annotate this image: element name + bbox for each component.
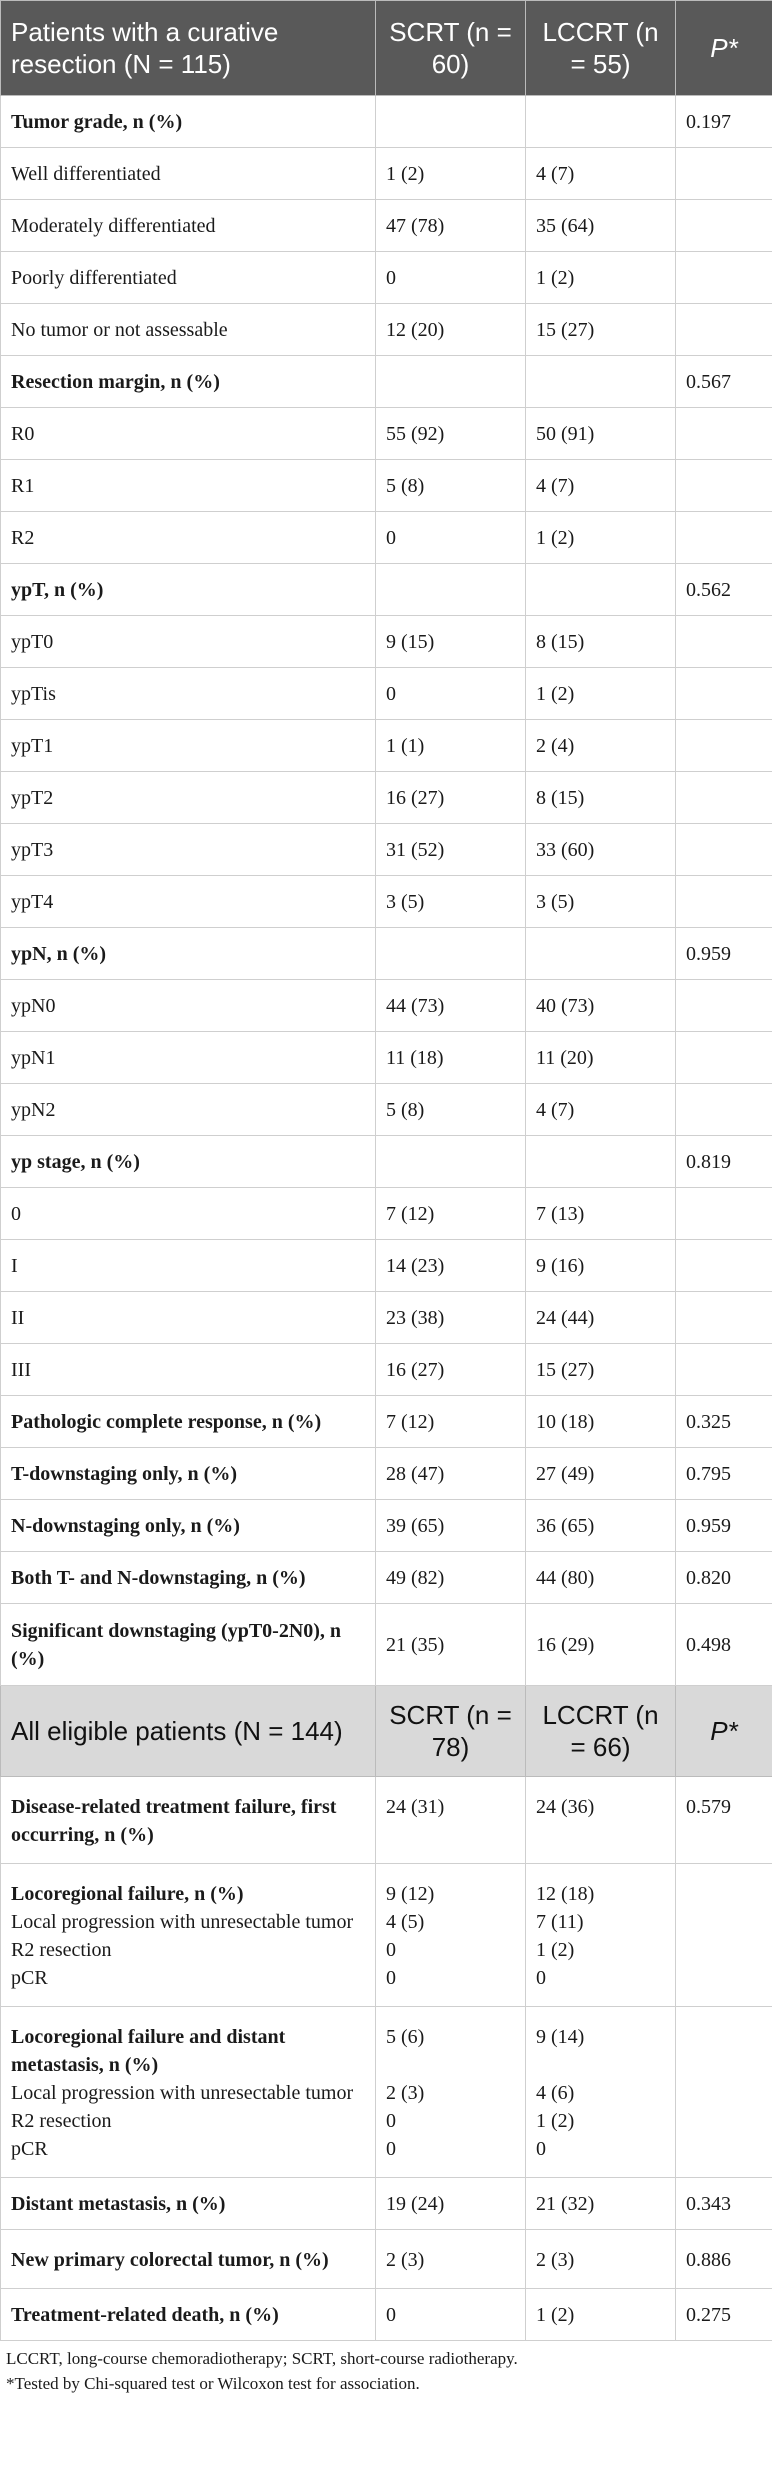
- lccrt-value: 1 (2): [526, 668, 676, 720]
- section1-body: [1, 96, 772, 1686]
- lccrt-value: 1 (2): [526, 252, 676, 304]
- table-row: [1, 1552, 772, 1604]
- table-row: [1, 668, 772, 720]
- table-row: [1, 1032, 772, 1084]
- lccrt-value: 4 (7): [526, 148, 676, 200]
- section2-header-group: All eligible patients (N = 144): [1, 1686, 376, 1777]
- section2-header-body: [1, 1686, 772, 1777]
- p-value: [676, 2178, 772, 2230]
- scrt-value: 5 (8): [376, 1084, 526, 1136]
- p-value: 0.795: [676, 1448, 772, 1500]
- sub-row-label: R2 resection: [11, 1939, 112, 1961]
- table-row: [1, 1777, 772, 1864]
- lccrt-main-value: 12 (18): [536, 1883, 595, 1905]
- lccrt-value: [526, 2007, 676, 2178]
- row-label: R0: [1, 408, 376, 460]
- scrt-value: 7 (12): [376, 1396, 526, 1448]
- table-row: [1, 96, 772, 148]
- row-label: Resection margin, n (%): [1, 356, 376, 408]
- lccrt-main-value: 2 (3): [536, 2249, 575, 2271]
- p-value: [676, 1240, 772, 1292]
- scrt-value: [376, 2289, 526, 2341]
- scrt-value: 0: [376, 512, 526, 564]
- p-value: [676, 512, 772, 564]
- p-value: [676, 1292, 772, 1344]
- table-row: [1, 512, 772, 564]
- sub-scrt-value: 2 (3): [386, 2082, 425, 2104]
- table-row: [1, 876, 772, 928]
- section2-header-row: [1, 1686, 772, 1777]
- table-row: [1, 1240, 772, 1292]
- p-value: [676, 252, 772, 304]
- row-label: [1, 2007, 376, 2178]
- table-row: [1, 200, 772, 252]
- lccrt-main-value: 21 (32): [536, 2192, 595, 2215]
- row-label: II: [1, 1292, 376, 1344]
- section2-header-p: P*: [676, 1686, 772, 1777]
- table-row: [1, 1864, 772, 2007]
- section1-header-scrt: SCRT (n = 60): [376, 1, 526, 96]
- sub-scrt-value: 0: [386, 1967, 396, 1989]
- row-label: N-downstaging only, n (%): [1, 1500, 376, 1552]
- lccrt-value: 8 (15): [526, 616, 676, 668]
- row-label: ypN0: [1, 980, 376, 1032]
- lccrt-value: 4 (7): [526, 1084, 676, 1136]
- scrt-value: 7 (12): [376, 1188, 526, 1240]
- table-row: [1, 252, 772, 304]
- table-row: [1, 2178, 772, 2230]
- scrt-value: 21 (35): [376, 1604, 526, 1686]
- scrt-value: 0: [376, 252, 526, 304]
- sub-lccrt-value: 4 (6): [536, 2082, 575, 2104]
- table-row: [1, 1500, 772, 1552]
- p-value: [676, 200, 772, 252]
- p-value: 0.197: [676, 96, 772, 148]
- row-label: Well differentiated: [1, 148, 376, 200]
- sub-row-label: Local progression with unresectable tumor: [11, 2082, 354, 2104]
- scrt-main-value: 5 (6): [386, 2026, 425, 2048]
- p-value: 0.325: [676, 1396, 772, 1448]
- row-label: ypN1: [1, 1032, 376, 1084]
- scrt-value: 12 (20): [376, 304, 526, 356]
- table-row: [1, 2007, 772, 2178]
- p-value: [676, 460, 772, 512]
- p-value: [676, 408, 772, 460]
- scrt-value: [376, 1136, 526, 1188]
- p-value: [676, 772, 772, 824]
- lccrt-value: [526, 2230, 676, 2289]
- scrt-value: 5 (8): [376, 460, 526, 512]
- sub-scrt-value: 0: [386, 1939, 396, 1961]
- table-row: [1, 356, 772, 408]
- p-value: [676, 148, 772, 200]
- table-footnotes: [0, 2341, 772, 2396]
- table-row: [1, 2230, 772, 2289]
- scrt-value: [376, 96, 526, 148]
- scrt-value: 49 (82): [376, 1552, 526, 1604]
- row-label: [1, 2230, 376, 2289]
- table-row: [1, 408, 772, 460]
- row-label-text: Locoregional failure, n (%): [11, 1883, 244, 1905]
- lccrt-value: [526, 564, 676, 616]
- scrt-value: [376, 1864, 526, 2007]
- p-main-value: 0.275: [686, 2303, 731, 2326]
- p-value: [676, 980, 772, 1032]
- row-label: yp stage, n (%): [1, 1136, 376, 1188]
- table-row: [1, 1396, 772, 1448]
- row-label: ypTis: [1, 668, 376, 720]
- lccrt-value: 36 (65): [526, 1500, 676, 1552]
- row-label-text: Treatment-related death, n (%): [11, 2303, 279, 2326]
- table-row: [1, 616, 772, 668]
- lccrt-value: 15 (27): [526, 304, 676, 356]
- lccrt-value: [526, 2178, 676, 2230]
- p-value: [676, 2230, 772, 2289]
- lccrt-value: [526, 1777, 676, 1864]
- sub-scrt-value: 0: [386, 2138, 396, 2160]
- table-row: [1, 2289, 772, 2341]
- table-row: [1, 1604, 772, 1686]
- lccrt-value: [526, 1136, 676, 1188]
- row-label: Significant downstaging (ypT0-2N0), n (%): [1, 1604, 376, 1686]
- section2-header-scrt: SCRT (n = 78): [376, 1686, 526, 1777]
- lccrt-value: 11 (20): [526, 1032, 676, 1084]
- table-row: [1, 1136, 772, 1188]
- p-value: [676, 1344, 772, 1396]
- row-label: Both T- and N-downstaging, n (%): [1, 1552, 376, 1604]
- scrt-value: 16 (27): [376, 772, 526, 824]
- scrt-value: 3 (5): [376, 876, 526, 928]
- p-value: 0.819: [676, 1136, 772, 1188]
- sub-lccrt-value: 0: [536, 1967, 546, 1989]
- section2-body: [1, 1777, 772, 2341]
- lccrt-main-value: 1 (2): [536, 2303, 575, 2326]
- p-value: [676, 2289, 772, 2341]
- section2-header-lccrt: LCCRT (n = 66): [526, 1686, 676, 1777]
- table-row: [1, 304, 772, 356]
- scrt-value: [376, 356, 526, 408]
- sub-row-label: R2 resection: [11, 2110, 112, 2132]
- p-value: 0.562: [676, 564, 772, 616]
- row-label: [1, 1864, 376, 2007]
- scrt-value: [376, 928, 526, 980]
- table-row: [1, 1448, 772, 1500]
- table-row: [1, 1292, 772, 1344]
- lccrt-value: 8 (15): [526, 772, 676, 824]
- table-row: [1, 1084, 772, 1136]
- lccrt-value: [526, 928, 676, 980]
- row-label: Pathologic complete response, n (%): [1, 1396, 376, 1448]
- p-main-value: 0.886: [686, 2249, 731, 2271]
- row-label: ypT0: [1, 616, 376, 668]
- row-label: ypT1: [1, 720, 376, 772]
- scrt-value: 39 (65): [376, 1500, 526, 1552]
- scrt-value: [376, 2007, 526, 2178]
- p-value: [676, 304, 772, 356]
- section1-header-group: Patients with a curative resection (N = 115): [1, 1, 376, 96]
- row-label: Tumor grade, n (%): [1, 96, 376, 148]
- table-row: [1, 772, 772, 824]
- row-label: [1, 2289, 376, 2341]
- p-value: 0.820: [676, 1552, 772, 1604]
- sub-lccrt-value: 1 (2): [536, 2110, 575, 2132]
- row-label: No tumor or not assessable: [1, 304, 376, 356]
- row-label: R1: [1, 460, 376, 512]
- scrt-value: 55 (92): [376, 408, 526, 460]
- scrt-value: [376, 2230, 526, 2289]
- scrt-value: 28 (47): [376, 1448, 526, 1500]
- row-label: I: [1, 1240, 376, 1292]
- lccrt-value: [526, 1864, 676, 2007]
- lccrt-value: 24 (44): [526, 1292, 676, 1344]
- section1-header-row: [1, 1, 772, 96]
- scrt-value: [376, 564, 526, 616]
- lccrt-main-value: 24 (36): [536, 1796, 595, 1818]
- scrt-value: 9 (15): [376, 616, 526, 668]
- lccrt-value: 44 (80): [526, 1552, 676, 1604]
- lccrt-value: 1 (2): [526, 512, 676, 564]
- lccrt-value: 27 (49): [526, 1448, 676, 1500]
- row-label: [1, 2178, 376, 2230]
- table-row: [1, 148, 772, 200]
- footnote-statistical-test: *Tested by Chi-squared test or Wilcoxon test for association.: [6, 2373, 420, 2393]
- row-label: ypT4: [1, 876, 376, 928]
- scrt-main-value: 9 (12): [386, 1883, 435, 1905]
- row-label: III: [1, 1344, 376, 1396]
- row-label: 0: [1, 1188, 376, 1240]
- lccrt-value: 33 (60): [526, 824, 676, 876]
- p-value: [676, 1777, 772, 1864]
- table-row: [1, 824, 772, 876]
- row-label: T-downstaging only, n (%): [1, 1448, 376, 1500]
- p-value: 0.959: [676, 928, 772, 980]
- row-label: ypN, n (%): [1, 928, 376, 980]
- lccrt-value: 10 (18): [526, 1396, 676, 1448]
- p-main-value: 0.343: [686, 2192, 731, 2215]
- table-row: [1, 980, 772, 1032]
- scrt-value: 11 (18): [376, 1032, 526, 1084]
- footnote-abbreviations: LCCRT, long-course chemoradiotherapy; SCRT, short-course radiotherapy.: [6, 2349, 518, 2368]
- scrt-value: [376, 1777, 526, 1864]
- p-main-value: 0.579: [686, 1796, 731, 1818]
- lccrt-value: 40 (73): [526, 980, 676, 1032]
- scrt-main-value: 24 (31): [386, 1796, 445, 1818]
- sub-lccrt-value: 0: [536, 2138, 546, 2160]
- p-value: [676, 720, 772, 772]
- lccrt-value: 2 (4): [526, 720, 676, 772]
- lccrt-value: 3 (5): [526, 876, 676, 928]
- row-label-text: Disease-related treatment failure, first occurring, n (%): [11, 1796, 337, 1846]
- p-value: [676, 616, 772, 668]
- p-value: [676, 876, 772, 928]
- scrt-value: 23 (38): [376, 1292, 526, 1344]
- scrt-value: 44 (73): [376, 980, 526, 1032]
- row-label: [1, 1777, 376, 1864]
- table-row: [1, 720, 772, 772]
- row-label: ypT2: [1, 772, 376, 824]
- scrt-value: 0: [376, 668, 526, 720]
- p-value: [676, 1032, 772, 1084]
- lccrt-value: [526, 2289, 676, 2341]
- sub-lccrt-value: 7 (11): [536, 1911, 584, 1933]
- table-row: [1, 1344, 772, 1396]
- table-row: [1, 460, 772, 512]
- lccrt-value: 15 (27): [526, 1344, 676, 1396]
- scrt-main-value: 0: [386, 2303, 396, 2326]
- section1-header-p: P*: [676, 1, 772, 96]
- scrt-main-value: 2 (3): [386, 2249, 425, 2271]
- row-label-text: Locoregional failure and distant metastasis, n (%): [11, 2026, 286, 2076]
- p-value: 0.567: [676, 356, 772, 408]
- lccrt-value: 7 (13): [526, 1188, 676, 1240]
- scrt-value: 1 (1): [376, 720, 526, 772]
- scrt-value: [376, 2178, 526, 2230]
- table-row: [1, 1188, 772, 1240]
- lccrt-value: 50 (91): [526, 408, 676, 460]
- row-label: Poorly differentiated: [1, 252, 376, 304]
- scrt-main-value: 19 (24): [386, 2192, 445, 2215]
- p-value: [676, 2007, 772, 2178]
- sub-scrt-value: 4 (5): [386, 1911, 425, 1933]
- sub-scrt-value: 0: [386, 2110, 396, 2132]
- lccrt-value: [526, 356, 676, 408]
- table-row: [1, 928, 772, 980]
- table-row: [1, 564, 772, 616]
- p-value: [676, 1864, 772, 2007]
- lccrt-value: 16 (29): [526, 1604, 676, 1686]
- sub-row-label: pCR: [11, 2138, 48, 2160]
- lccrt-main-value: 9 (14): [536, 2026, 585, 2048]
- p-value: [676, 1084, 772, 1136]
- lccrt-value: 4 (7): [526, 460, 676, 512]
- row-label: ypN2: [1, 1084, 376, 1136]
- lccrt-value: 35 (64): [526, 200, 676, 252]
- p-value: [676, 1188, 772, 1240]
- p-value: [676, 824, 772, 876]
- row-label: R2: [1, 512, 376, 564]
- scrt-value: 31 (52): [376, 824, 526, 876]
- scrt-value: 14 (23): [376, 1240, 526, 1292]
- row-label: Moderately differentiated: [1, 200, 376, 252]
- row-label: ypT3: [1, 824, 376, 876]
- p-value: 0.959: [676, 1500, 772, 1552]
- p-value: [676, 668, 772, 720]
- scrt-value: 47 (78): [376, 200, 526, 252]
- section1-header-lccrt: LCCRT (n = 55): [526, 1, 676, 96]
- lccrt-value: [526, 96, 676, 148]
- scrt-value: 1 (2): [376, 148, 526, 200]
- scrt-value: 16 (27): [376, 1344, 526, 1396]
- lccrt-value: 9 (16): [526, 1240, 676, 1292]
- row-label-text: New primary colorectal tumor, n (%): [11, 2249, 329, 2271]
- sub-row-label: Local progression with unresectable tumor: [11, 1911, 354, 1933]
- row-label-text: Distant metastasis, n (%): [11, 2192, 226, 2215]
- sub-lccrt-value: 1 (2): [536, 1939, 575, 1961]
- row-label: ypT, n (%): [1, 564, 376, 616]
- sub-row-label: pCR: [11, 1967, 48, 1989]
- p-value: 0.498: [676, 1604, 772, 1686]
